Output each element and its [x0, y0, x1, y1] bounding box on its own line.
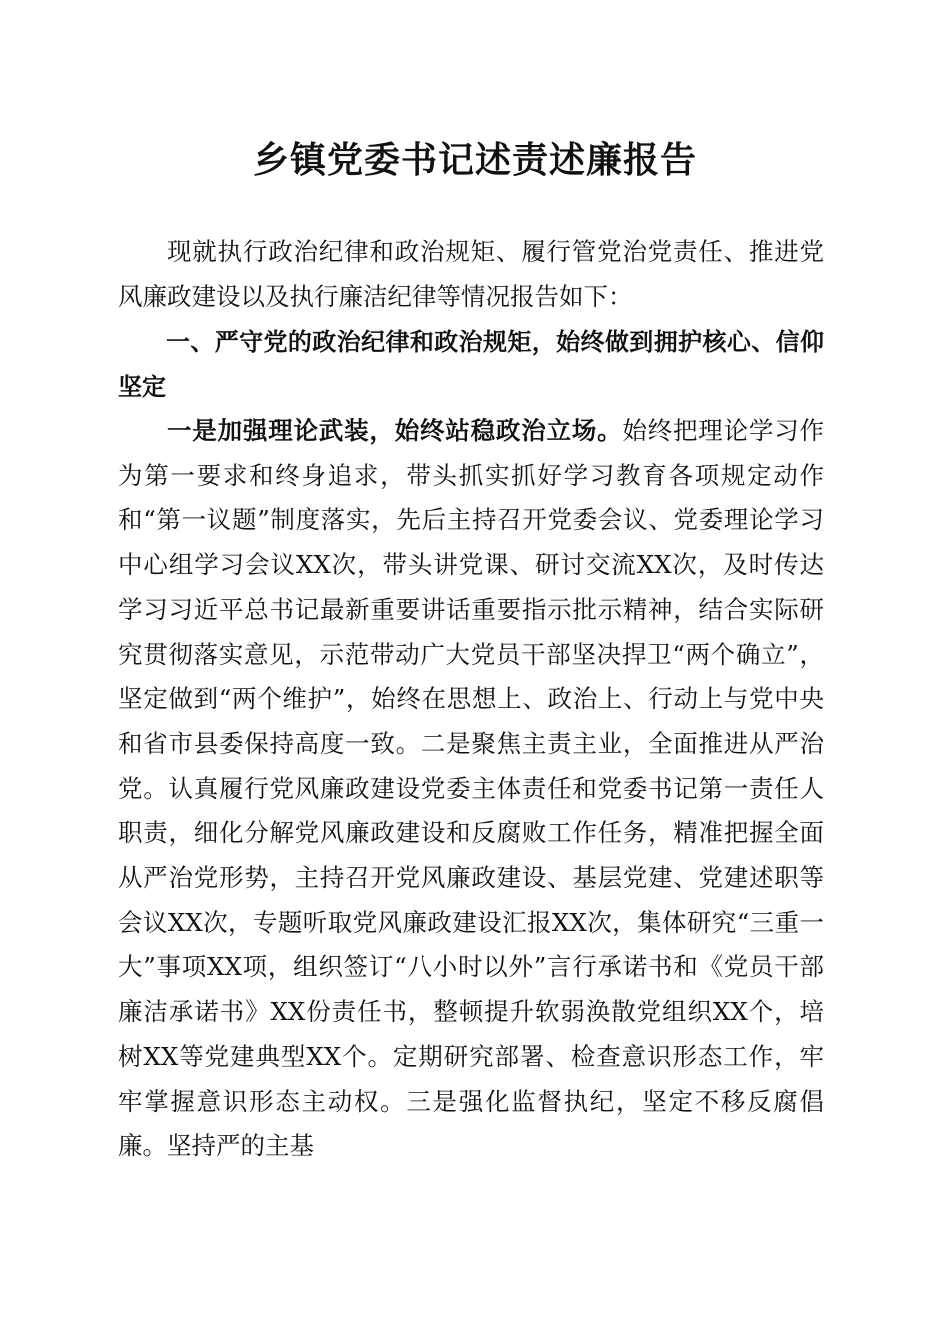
paragraph-body: 始终把理论学习作为第一要求和终身追求，带头抓实抓好学习教育各项规定动作和“第一议题”制度落实，先后主持召开党委会议、党委理论学习中心组学习会议XX次，带头讲党课、研讨交流XX次，及时传达学习习近平总书记最新重要讲话重要指示批示精神，结合实际研究贯彻落实意见，示范带动广大党员干部坚决捍卫“两个确立”，坚定做到“两个维护”，始终在思想上、政治上、行动上与党中央和省市县委保持高度一致。二是聚焦主责主业，全面推进从严治党。认真履行党风廉政建设党委主体责任和党委书记第一责任人职责，细化分解党风廉政建设和反腐败工作任务，精准把握全面从严治党形势，主持召开党风廉政建设、基层党建、党建述职等会议XX次，专题听取党风廉政建设汇报XX次，集体研究“三重一大”事项XX项，组织签订“八小时以外”言行承诺书和《党员干部廉洁承诺书》XX份责任书，整顿提升软弱涣散党组织XX个，培树XX等党建典型XX个。定期研究部署、检查意识形态工作，牢牢掌握意识形态主动权。三是强化监督执纪，坚定不移反腐倡廉。坚持严的主基 [118, 416, 825, 1161]
body-paragraph [118, 409, 824, 1169]
section-heading: 一、严守党的政治纪律和政治规矩，始终做到拥护核心、信仰坚定 [118, 328, 824, 401]
page-title: 乡镇党委书记述责述廉报告 [252, 139, 697, 181]
paragraph-lead: 一是加强理论武装，始终站稳政治立场。 [167, 416, 623, 445]
intro-paragraph: 现就执行政治纪律和政治规矩、履行管党治党责任、推进党风廉政建设以及执行廉洁纪律等情况报告如下： [118, 237, 824, 311]
